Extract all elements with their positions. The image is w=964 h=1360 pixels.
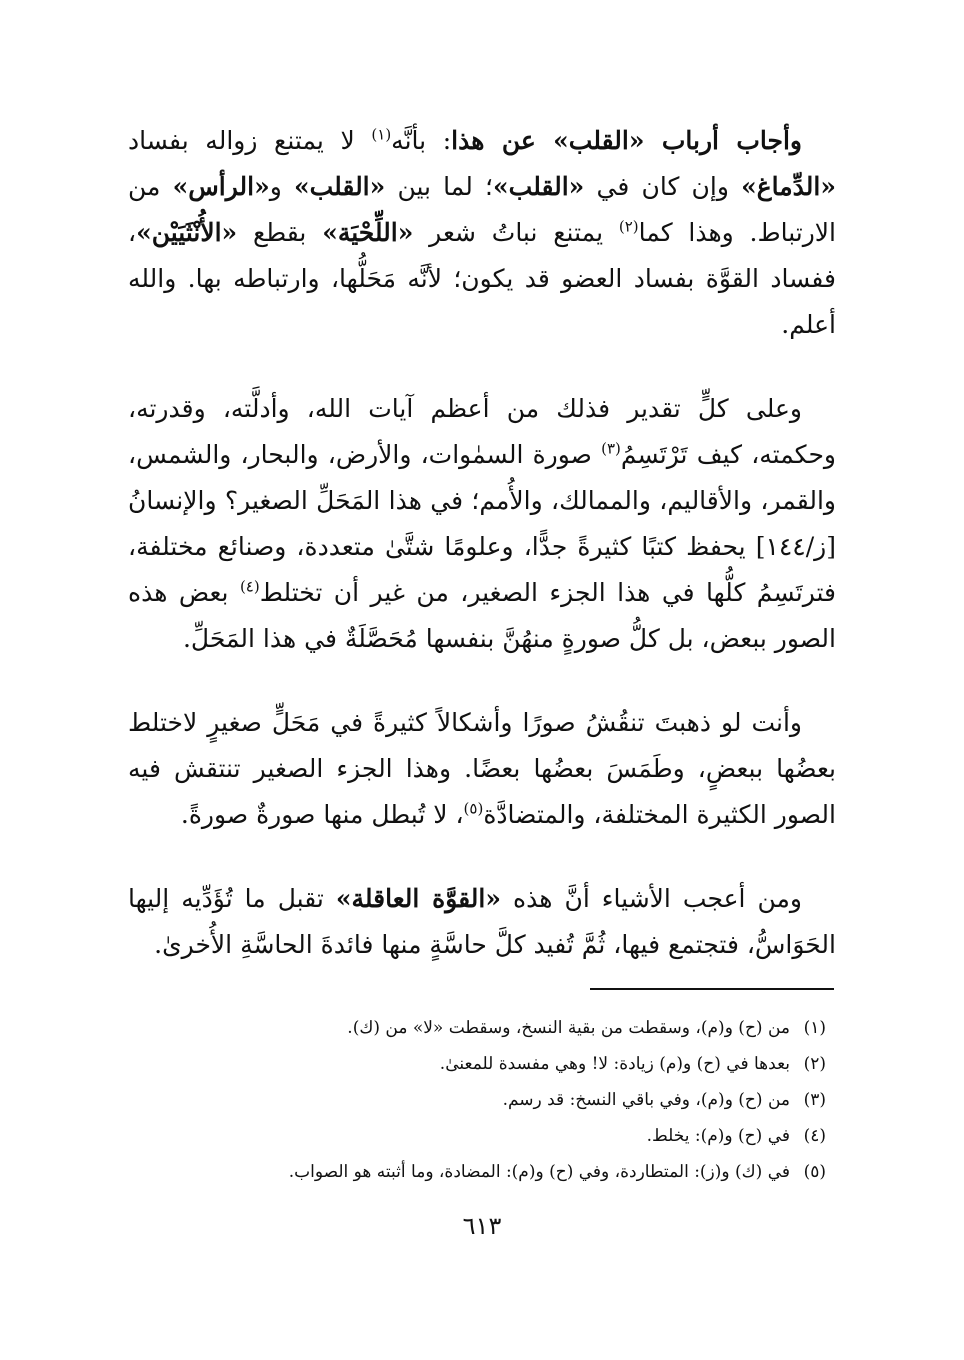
bold-term: «الدِّماغ» [741,172,836,201]
bold-term: «الأُنْثَيَيْن» [136,218,238,247]
bold-term: «القوَّة العاقلة» [335,884,501,913]
footnote-3 [128,1082,826,1118]
footnote-text: من (ح) و(م)، وفي باقي النسخ: قد رسم. [502,1090,790,1110]
footnote-text: في (ك) و(ز): المتطاردة، وفي (ح) و(م): المضادة، وما أثبته هو الصواب. [288,1162,790,1182]
footnote-1 [128,1010,826,1046]
text-run: يمتنع نباتُ شعر [413,218,619,247]
footnote-separator [590,988,834,990]
footnote-4 [128,1118,826,1154]
footnote-marker: (٥) [463,799,484,818]
footnote-text: في (ح) و(م): يخلط. [646,1126,790,1146]
footnote-number: (١) [803,1018,826,1038]
page-number: ٦١٣ [462,1212,502,1240]
text-run: ومن أعجب الأشياء أنَّ هذه [500,884,802,913]
text-run: ، لا تُبطل منها صورةٌ صورةً. [180,800,464,829]
footnote-2 [128,1046,826,1082]
footnote-text: من (ح) و(م)، وسقطت من بقية النسخ، وسقطت «لا» من (ك). [347,1018,790,1038]
text-run: تقبل ما تُؤَدِّيه إليها الحَوَاسُّ، فتجتمع فيها، ثُمَّ تُفيد كلَّ حاسَّةٍ منها فائدةَ الحاسَّةِ الأُخرىٰ. [128,884,836,959]
text-run: : بأنَّه [391,126,452,155]
text-run: صورة السمٰوات، والأرض، والبحار، والشمس، والقمر، والأقاليم، والممالك، والأُمم؛ في هذا المَحَلِّ الصغير؟ والإنسانُ [ز/١٤٤] يحفظ كتبًا كثيرةً جدًّا، وعلومًا شتَّىٰ متعددة، وصنائع مختلفة، فترتَسِمُ كلُّها في هذا الجزء الصغير، من غير أن تختلط [128,440,836,607]
footnote-marker: (٤) [239,577,260,596]
text-run: وإن كان في [584,172,742,201]
text-run: بعض هذه الصور ببعض، بل كلُّ صورةٍ منهُنَّ بنفسها مُحَصَّلَةٌ في هذا المَحَلِّ. [128,578,836,653]
footnote-number: (٤) [803,1126,826,1146]
body-text [128,118,836,1006]
bold-term: وأجاب أرباب «القلب» عن هذا [451,126,802,155]
text-run: من الارتباط. وهذا كما [128,172,837,247]
bold-term: «اللِّحْيَة» [322,218,414,247]
footnote-number: (٥) [803,1162,826,1182]
footnotes [128,1010,826,1190]
text-run: لا يمتنع زواله بفساد [128,126,372,155]
paragraph-1 [128,118,836,348]
text-run: وأنت لو ذهبتَ تنقُشُ صورًا وأشكالاً كثيرةً في مَحَلٍّ صغيرٍ لاختلط بعضُها ببعضٍ، وطَمَسَ بعضُها بعضًا. وهذا الجزء الصغير تنتقش فيه الصور الكثيرة المختلفة، والمتضادَّة [128,708,836,829]
text-run: ، ففساد القوَّة بفساد العضو قد يكون؛ لأنَّه مَحَلُّها، وارتباطه بها. والله أعلم. [128,218,836,339]
footnote-5 [128,1154,826,1190]
footnote-number: (٣) [803,1090,826,1110]
text-run: بقطع [237,218,323,247]
footnote-marker: (٢) [618,217,639,236]
paragraph-4 [128,876,836,968]
text-run: و [269,172,294,201]
bold-term: «الرأس» [172,172,270,201]
text-run: ؛ لما بين [385,172,494,201]
bold-term: «القلب» [493,172,585,201]
footnote-number: (٢) [803,1054,826,1074]
paragraph-2 [128,386,836,662]
footnote-text: بعدها في (ح) و(م) زيادة: لا! وهي مفسدة للمعنىٰ. [439,1054,790,1074]
text-run: وعلى كلٍّ تقدير فذلك من أعظم آيات الله، وأدلَّته، وقدرته، وحكمته، كيف تَرْتَسِمُ [128,394,837,469]
bold-term: «القلب» [293,172,386,201]
footnote-marker: (٣) [601,439,621,458]
footnote-marker: (١) [371,125,392,144]
paragraph-3 [128,700,836,838]
